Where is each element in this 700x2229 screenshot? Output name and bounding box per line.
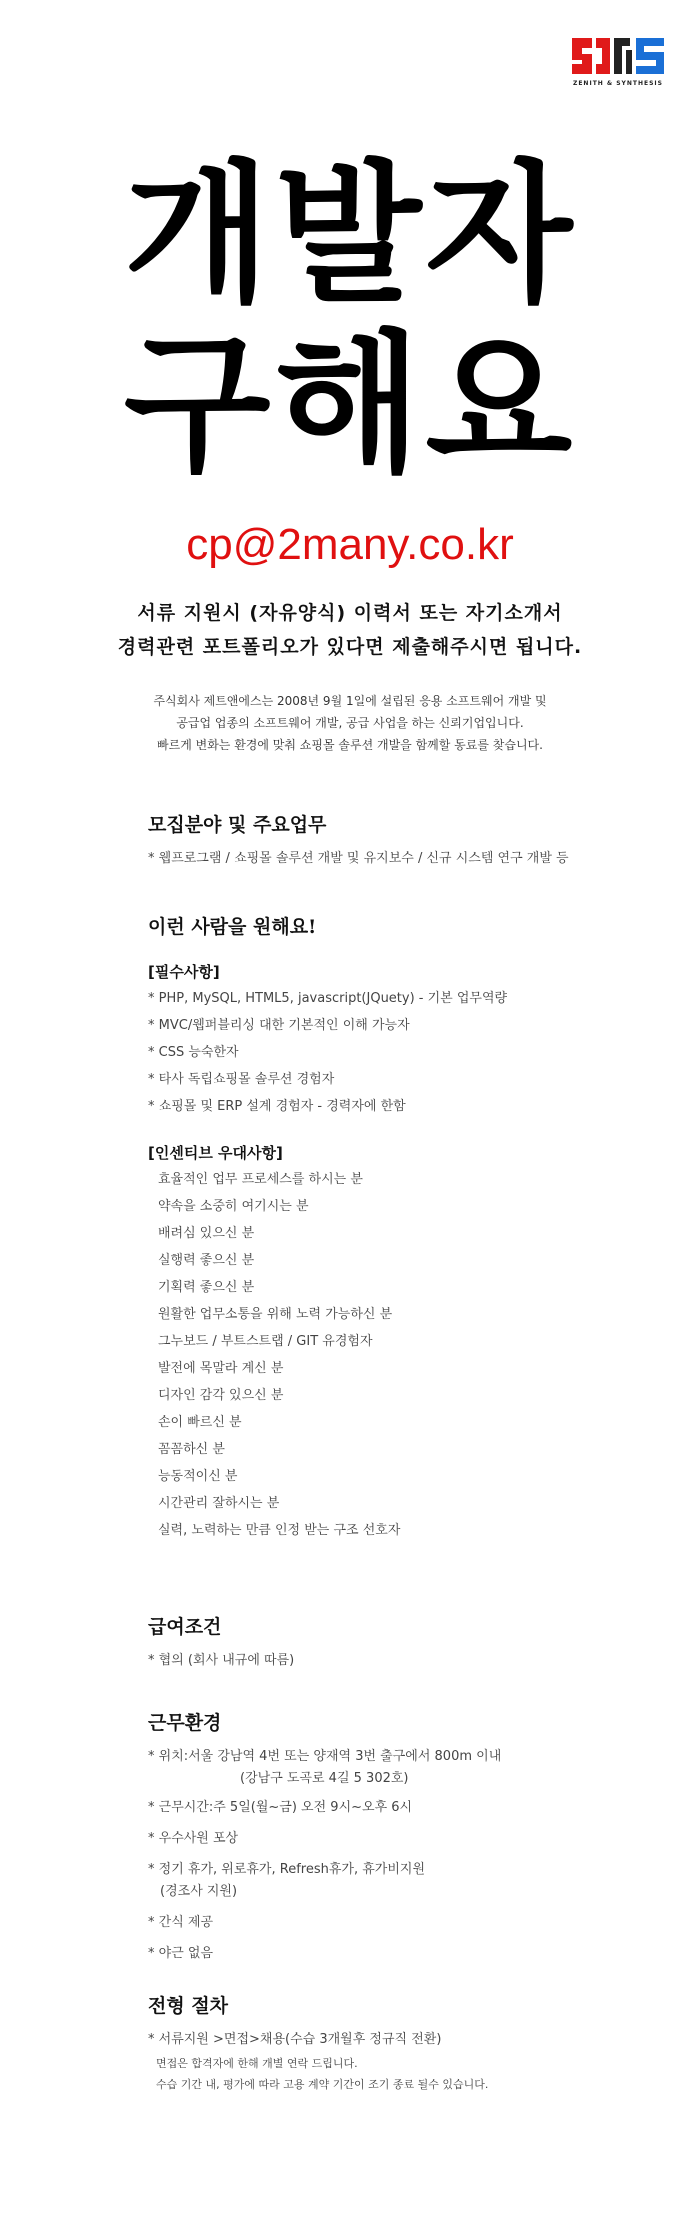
list-item: 능동적이신 분 xyxy=(158,1469,238,1484)
list-item: 디자인 감각 있으신 분 xyxy=(158,1388,284,1403)
list-item: 꼼꼼하신 분 xyxy=(158,1442,225,1457)
company-intro xyxy=(0,690,700,756)
overtime-item: * 야근 없음 xyxy=(148,1946,213,1961)
vacation-detail: (경조사 지원) xyxy=(160,1884,238,1899)
salary-title: 급여조건 xyxy=(148,1616,222,1638)
required-title: [필수사항] xyxy=(148,963,220,981)
location-detail: (강남구 도곡로 4길 5 302호) xyxy=(240,1771,409,1786)
list-item: * CSS 능숙한자 xyxy=(148,1045,239,1060)
process-item: * 서류지원 >면접>채용(수습 3개월후 정규직 전환) xyxy=(148,2032,442,2047)
instruction-line-2: 경력관련 포트폴리오가 있다면 제출해주시면 됩니다. xyxy=(117,636,583,658)
instruction-line-1: 서류 지원시 (자유양식) 이력서 또는 자기소개서 xyxy=(137,602,563,624)
process-note-1: 면접은 합격자에 한해 개별 연락 드립니다. xyxy=(156,2057,358,2070)
salary-section xyxy=(148,1612,668,1674)
reward-item: * 우수사원 포상 xyxy=(148,1831,239,1846)
hero-title xyxy=(0,146,700,493)
list-item: 효율적인 업무 프로세스를 하시는 분 xyxy=(158,1172,363,1187)
application-instruction xyxy=(0,596,700,664)
list-item: 원활한 업무소통을 위해 노력 가능하신 분 xyxy=(158,1307,393,1322)
intro-line-3: 빠르게 변화는 환경에 맞춰 쇼핑몰 솔루션 개발을 함께할 동료를 찾습니다. xyxy=(157,738,543,752)
list-item: * 타사 독립쇼핑몰 솔루션 경험자 xyxy=(148,1072,335,1087)
list-item: 발전에 목말라 계신 분 xyxy=(158,1361,284,1376)
recruit-item: * 웹프로그램 / 쇼핑몰 솔루션 개발 및 유지보수 / 신규 시스템 연구 개발 등 xyxy=(148,851,569,866)
hero-line-2: 구해요 xyxy=(123,316,577,493)
list-item: * PHP, MySQL, HTML5, javascript(JQuety) - 기본 업무역량 xyxy=(148,991,508,1006)
process-note-2: 수습 기간 내, 평가에 따라 고용 계약 기간이 조기 종료 될수 있습니다. xyxy=(156,2078,489,2091)
hours-item: * 근무시간:주 5일(월~금) 오전 9시~오후 6시 xyxy=(148,1800,413,1815)
job-details xyxy=(148,810,668,2095)
salary-item: * 협의 (회사 내규에 따름) xyxy=(148,1653,295,1668)
environment-title: 근무환경 xyxy=(148,1712,222,1734)
incentive-list xyxy=(148,1166,668,1544)
recruit-title: 모집분야 및 주요업무 xyxy=(148,814,327,836)
required-list xyxy=(148,985,668,1120)
snack-item: * 간식 제공 xyxy=(148,1915,213,1930)
list-item: 실행력 좋으신 분 xyxy=(158,1253,255,1268)
list-item: 배려심 있으신 분 xyxy=(158,1226,255,1241)
vacation-item: * 정기 휴가, 위로휴가, Refresh휴가, 휴가비지원 xyxy=(148,1862,426,1877)
incentive-title: [인센티브 우대사항] xyxy=(148,1144,283,1162)
list-item: * 쇼핑몰 및 ERP 설계 경험자 - 경력자에 한함 xyxy=(148,1099,406,1114)
list-item: 시간관리 잘하시는 분 xyxy=(158,1496,280,1511)
company-logo xyxy=(570,34,666,87)
wanted-title: 이런 사람을 원해요! xyxy=(148,916,317,938)
list-item: 손이 빠르신 분 xyxy=(158,1415,242,1430)
environment-section xyxy=(148,1708,668,1967)
process-section xyxy=(148,1991,668,2095)
logo-tagline: ZENITH & SYNTHESIS xyxy=(572,80,663,87)
list-item: 기획력 좋으신 분 xyxy=(158,1280,255,1295)
list-item: 그누보드 / 부트스트랩 / GIT 유경험자 xyxy=(158,1334,373,1349)
intro-line-1: 주식회사 제트앤에스는 2008년 9월 1일에 설립된 응용 소프트웨어 개발 및 xyxy=(153,694,547,708)
list-item: 약속을 소중히 여기시는 분 xyxy=(158,1199,309,1214)
list-item: * MVC/웹퍼블리싱 대한 기본적인 이해 가능자 xyxy=(148,1018,410,1033)
zns-logo-mark xyxy=(570,34,666,78)
location-item: * 위치:서울 강남역 4번 또는 양재역 3번 출구에서 800m 이내 xyxy=(148,1749,502,1764)
intro-line-2: 공급업 업종의 소프트웨어 개발, 공급 사업을 하는 신뢰기업입니다. xyxy=(176,716,524,730)
list-item: 실력, 노력하는 만큼 인정 받는 구조 선호자 xyxy=(158,1523,401,1538)
recruit-section xyxy=(148,810,668,872)
contact-email[interactable]: cp@2many.co.kr xyxy=(186,520,514,569)
wanted-section xyxy=(148,912,668,1544)
hero-line-1: 개발자 xyxy=(123,146,577,323)
process-title: 전형 절차 xyxy=(148,1995,229,2017)
